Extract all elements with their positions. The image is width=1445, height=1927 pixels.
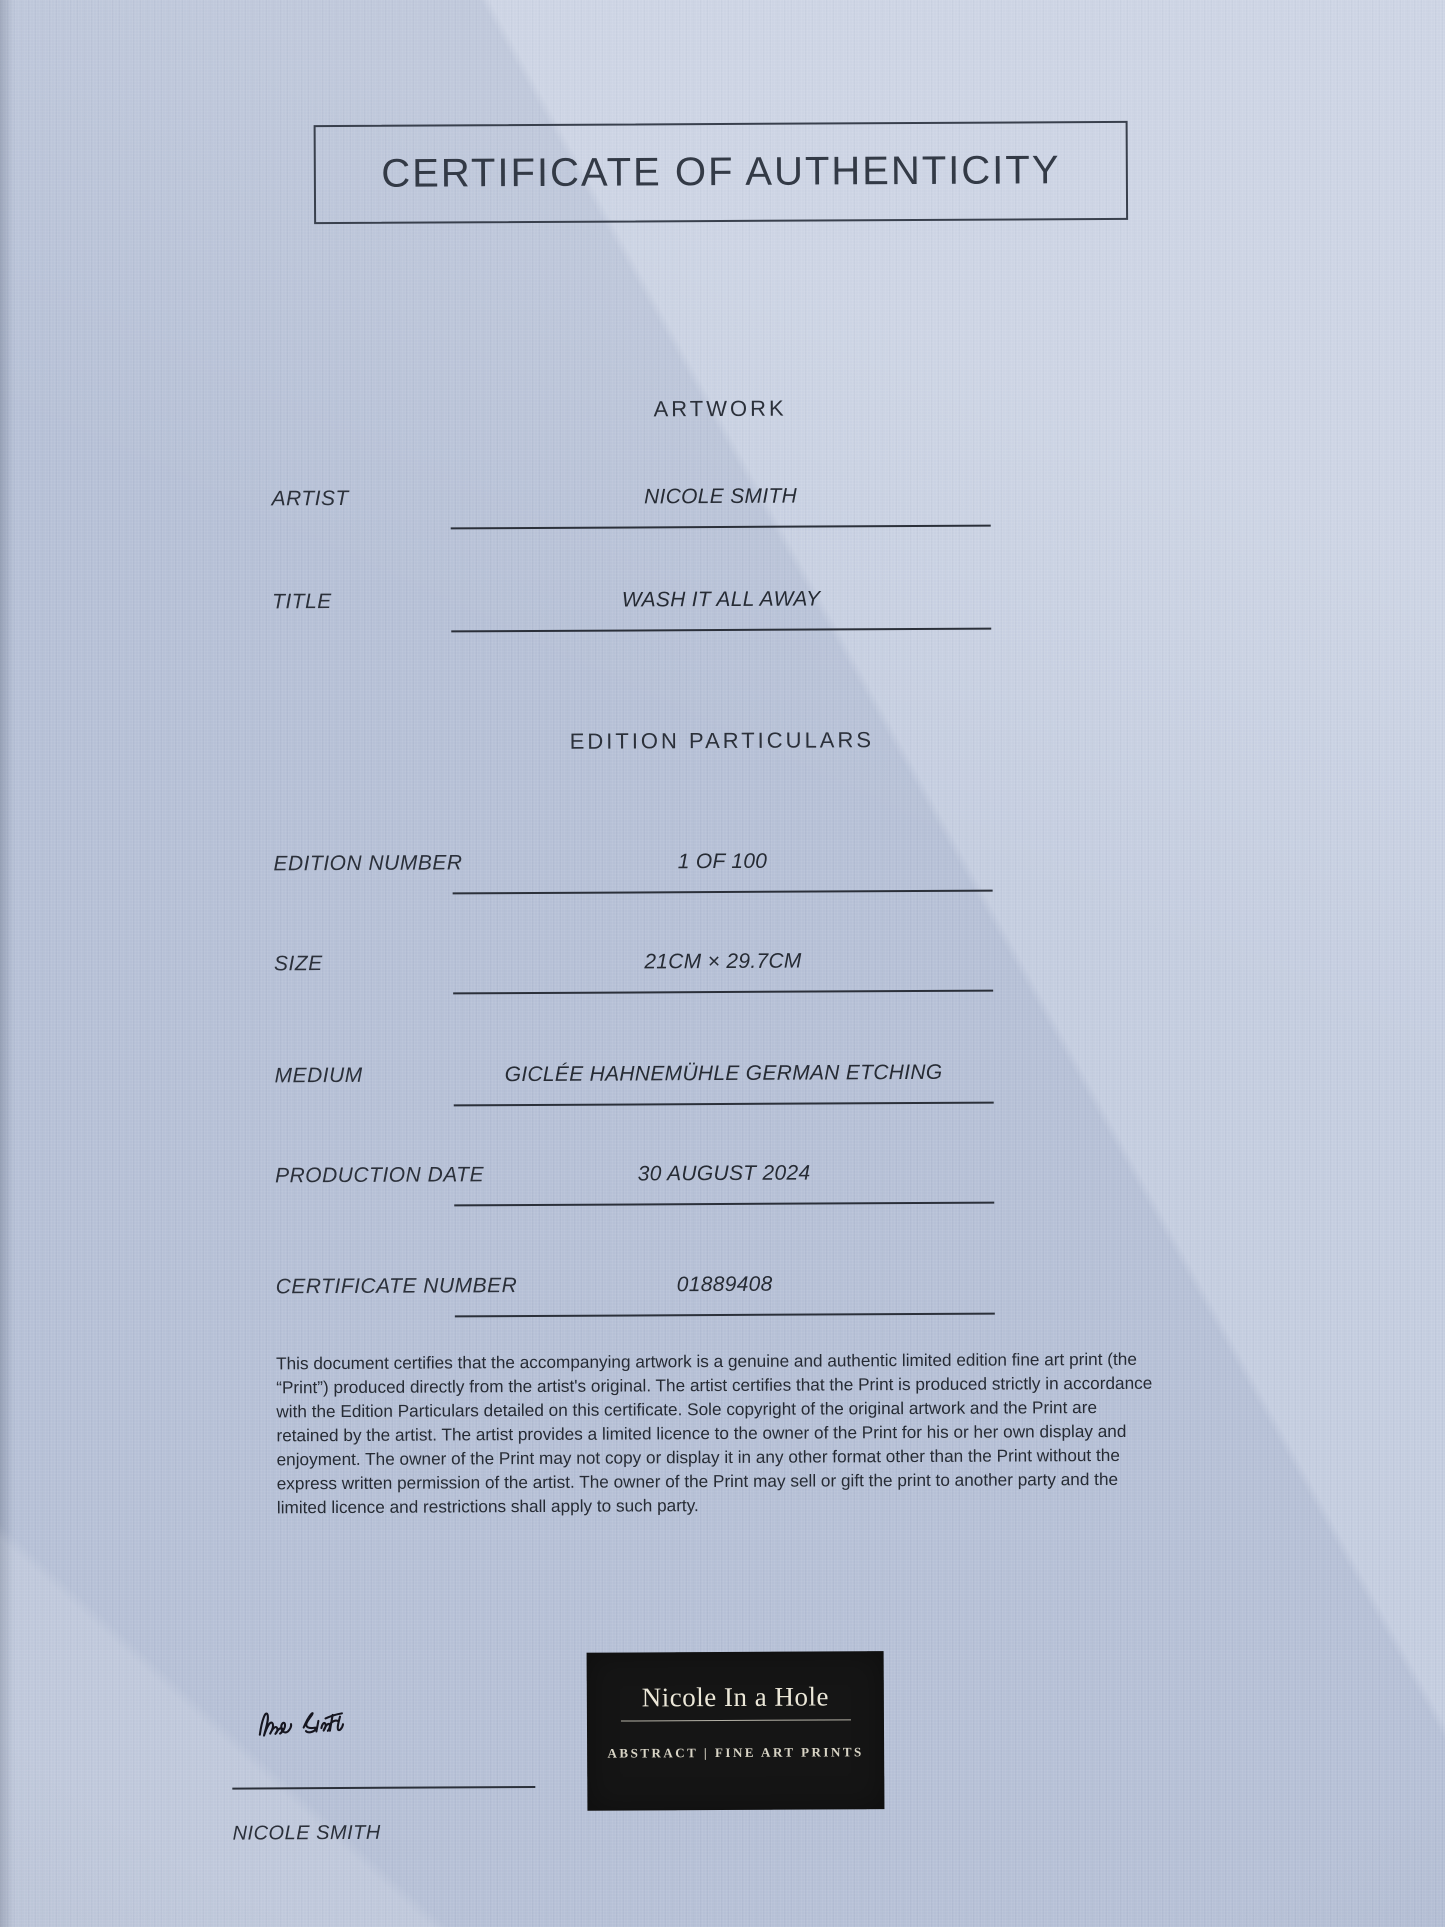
field-artist-label: ARTIST	[271, 486, 349, 511]
field-medium-label: MEDIUM	[274, 1063, 363, 1088]
field-production-date-value: 30 AUGUST 2024	[637, 1161, 811, 1186]
field-title-value: WASH IT ALL AWAY	[621, 587, 821, 612]
field-production-date-underline	[454, 1202, 994, 1207]
field-title	[0, 584, 1443, 652]
field-production-date-label: PRODUCTION DATE	[275, 1163, 485, 1188]
field-edition-number-underline	[453, 890, 993, 895]
certificate-title-box	[314, 121, 1129, 224]
field-edition-number	[0, 846, 1445, 914]
field-title-label: TITLE	[272, 590, 332, 614]
field-edition-number-value: 1 OF 100	[677, 849, 768, 874]
field-artist-value: NICOLE SMITH	[644, 484, 798, 509]
field-medium	[1, 1058, 1445, 1126]
field-size	[0, 946, 1445, 1014]
brand-tagline: ABSTRACT | FINE ART PRINTS	[607, 1744, 864, 1761]
certificate-title: CERTIFICATE OF AUTHENTICITY	[381, 148, 1061, 196]
field-certificate-number	[2, 1269, 1445, 1337]
artwork-section-heading: ARTWORK	[653, 395, 787, 422]
brand-logo	[587, 1651, 885, 1811]
field-medium-underline	[454, 1102, 994, 1107]
legal-text: This document certifies that the accompanying artwork is a genuine and authentic limited edition fine art print (the “Print”) produced directly from the artist's original. The artist certifies that the Print is produced strictly in accordance with the Edition Particulars detailed on this certificate. Sole copyright of the original artwork and the Print are retained by the artist. The artist provides a limited licence to the owner of the Print for his or her own display and enjoyment. The owner of the Print may not copy or display it in any other format other than the Print without the express written permission of the artist. The owner of the Print may sell or gift the print to another party and the limited licence and restrictions shall apply to such party.	[276, 1348, 1153, 1518]
brand-name: Nicole In a Hole	[641, 1681, 830, 1713]
edition-section-heading: EDITION PARTICULARS	[569, 727, 875, 754]
field-size-underline	[453, 990, 993, 995]
brand-name-underline	[620, 1719, 850, 1721]
field-production-date	[1, 1158, 1445, 1226]
field-certificate-number-underline	[455, 1313, 995, 1318]
field-artist-underline	[451, 525, 991, 530]
field-certificate-number-value: 01889408	[676, 1272, 773, 1297]
field-size-label: SIZE	[273, 952, 323, 976]
field-title-underline	[451, 628, 991, 633]
signature-line	[232, 1786, 535, 1790]
field-artist	[0, 481, 1443, 549]
handwritten-signature	[252, 1689, 359, 1755]
field-size-value: 21CM × 29.7CM	[644, 949, 802, 974]
field-edition-number-label: EDITION NUMBER	[273, 851, 463, 876]
field-medium-value: GICLÉE HAHNEMÜHLE GERMAN ETCHING	[504, 1060, 943, 1087]
signatory-printed-name: NICOLE SMITH	[232, 1821, 381, 1845]
field-certificate-number-label: CERTIFICATE NUMBER	[275, 1274, 518, 1299]
